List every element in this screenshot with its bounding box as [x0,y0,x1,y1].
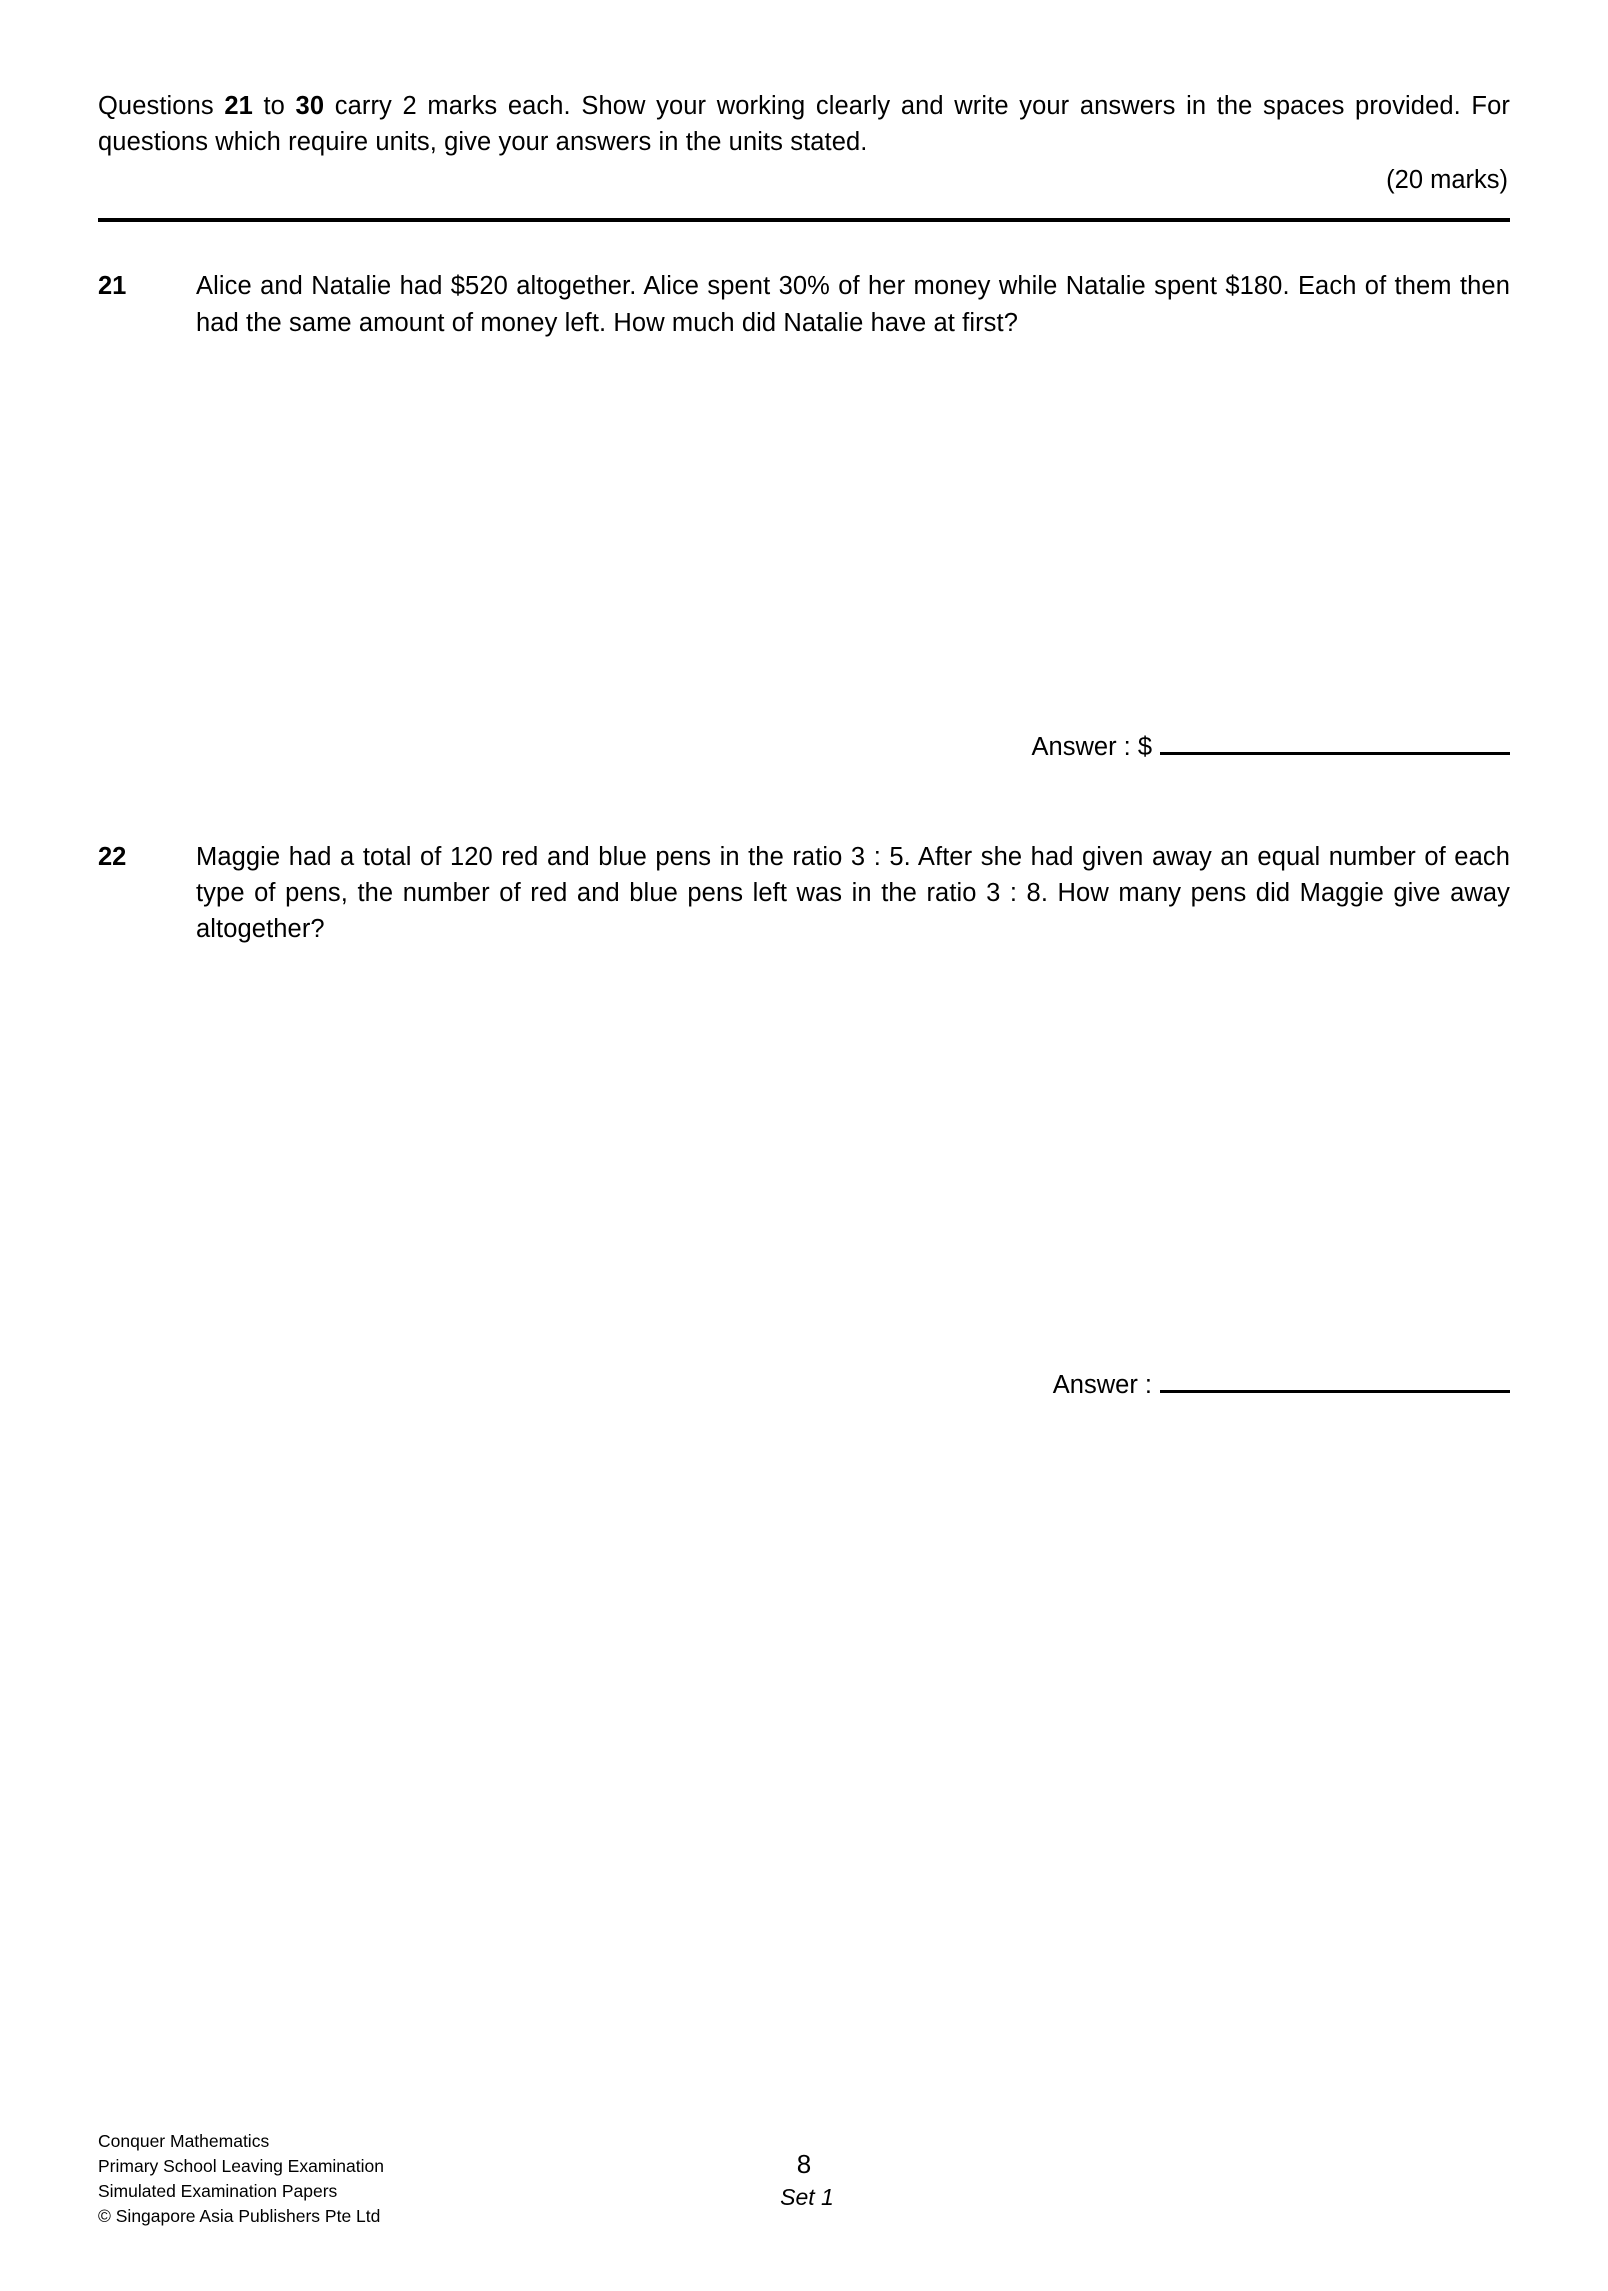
instructions-rest: carry 2 marks each. Show your working clearly and write your answers in the spaces provided. For questions which require units, give your answers in the units stated. [98,92,1510,157]
page-content [98,88,1510,1402]
question-21-text: Alice and Natalie had $520 altogether. Alice spent 30% of her money while Natalie spent $180. Each of them then had the same amount of money left. How much did Natalie have at first? [196,272,1510,337]
question-21-answer-label: Answer : $ [1031,732,1152,761]
question-21 [98,268,1510,340]
question-22 [98,839,1510,948]
instructions-range-end: 30 [295,92,325,120]
question-21-answer-blank[interactable] [1160,752,1510,755]
page-footer [98,2129,1510,2239]
question-22-answer-area [98,1371,1510,1402]
question-22-number: 22 [98,842,127,871]
footer-line-1: Conquer Mathematics [98,2131,270,2151]
set-label: Set 1 [780,2184,834,2211]
question-22-text: Maggie had a total of 120 red and blue pens in the ratio 3 : 5. After she had given away an equal number of each type of pens, the number of red and blue pens left was in the ratio 3 : 8. How many pens did Maggie give away altogether? [196,842,1510,944]
question-22-answer-label: Answer : [1052,1371,1152,1400]
question-21-number: 21 [98,272,127,301]
question-21-answer-area [98,733,1510,764]
question-22-answer-blank[interactable] [1160,1390,1510,1393]
footer-copyright: © Singapore Asia Publishers Pte Ltd [98,2205,381,2226]
instructions-range-start: 21 [224,92,253,120]
page-number: 8 [796,2149,812,2179]
header-divider [98,218,1510,222]
marks-note: (20 marks) [1386,166,1508,195]
footer-center-block [98,2149,1510,2211]
instructions-range-sep: to [252,92,296,120]
footer-line-3: Simulated Examination Papers [98,2180,338,2201]
instructions-paragraph [98,88,1510,160]
instructions-prefix: Questions [98,92,225,120]
footer-line-2: Primary School Leaving Examination [98,2155,384,2176]
